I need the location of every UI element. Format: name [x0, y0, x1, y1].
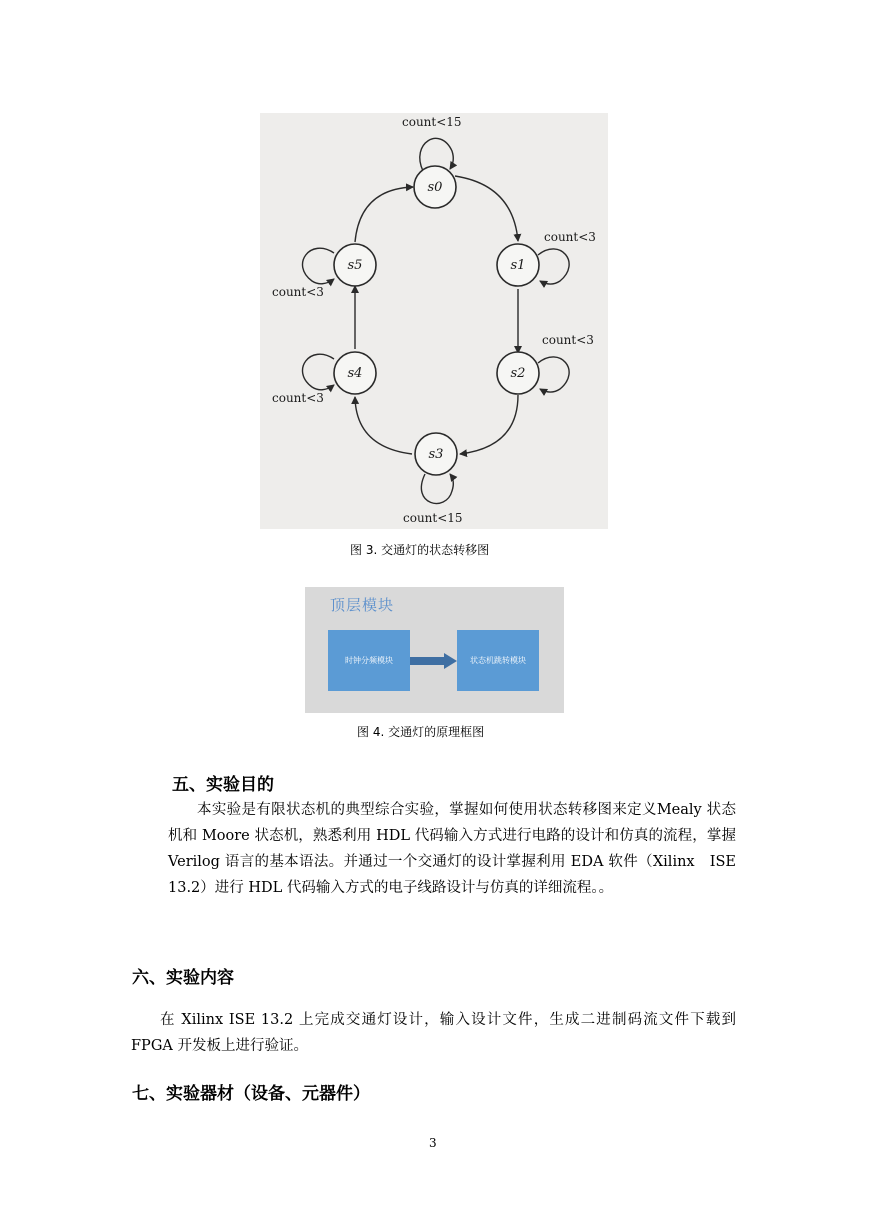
block-diagram-title: 顶层模块: [330, 596, 395, 614]
page-number: 3: [429, 1136, 437, 1150]
figure4-caption: 图 4. 交通灯的原理框图: [357, 725, 485, 739]
block-diagram-figure: [305, 587, 564, 713]
loop-s2: [538, 357, 569, 392]
loop-s5: [303, 248, 334, 284]
block-arrow-icon: [410, 653, 458, 669]
figure3-caption: 图 3. 交通灯的状态转移图: [350, 543, 490, 557]
state-label-s1: s1: [510, 258, 526, 273]
loop-s4: [303, 354, 334, 390]
clock-divider-label: 时钟分频模块: [345, 656, 393, 665]
edge-s3-s4: [355, 397, 412, 454]
section-6-heading: 六、实验内容: [132, 968, 234, 988]
edge-s5-s0: [355, 187, 413, 242]
state-label-s2: s2: [510, 366, 526, 381]
section-5-body: [168, 797, 736, 901]
edge-s2-s3: [460, 395, 518, 454]
state-diagram-figure: [260, 113, 608, 529]
state-machine-block: [457, 630, 539, 691]
clock-divider-block: [328, 630, 410, 691]
condition-s1: count<3: [544, 230, 596, 244]
section-6-text: 在 Xilinx ISE 13.2 上完成交通灯设计，输入设计文件，生成二进制码流文件下载到 FPGA 开发板上进行验证。: [131, 1012, 736, 1054]
state-label-s0: s0: [427, 180, 443, 195]
state-diagram: [260, 113, 608, 529]
condition-s0: count<15: [402, 115, 462, 129]
edge-s0-s1: [455, 176, 518, 241]
loop-s1: [538, 249, 569, 284]
state-machine-label: 状态机跳转模块: [470, 656, 526, 665]
state-label-s3: s3: [428, 447, 444, 462]
section-6-body: [131, 1007, 736, 1059]
state-label-s5: s5: [347, 258, 363, 273]
section-7-heading: 七、实验器材（设备、元器件）: [132, 1084, 370, 1104]
loop-s3: [421, 474, 453, 503]
condition-s4: count<3: [272, 391, 324, 405]
section-5-text: 本实验是有限状态机的典型综合实验，掌握如何使用状态转移图来定义Mealy 状态机和 Moore 状态机，熟悉利用 HDL 代码输入方式进行电路的设计和仿真的流程，掌握 Verilog 语言的基本语法。并通过一个交通灯的设计掌握利用 EDA 软件（Xilinx ISE 13.2）进行 HDL 代码输入方式的电子线路设计与仿真的详细流程。。: [168, 802, 736, 896]
condition-s3: count<15: [403, 511, 463, 525]
condition-s2: count<3: [542, 333, 594, 347]
condition-s5: count<3: [272, 285, 324, 299]
state-label-s4: s4: [347, 366, 363, 381]
section-5-heading: 五、实验目的: [172, 775, 274, 795]
